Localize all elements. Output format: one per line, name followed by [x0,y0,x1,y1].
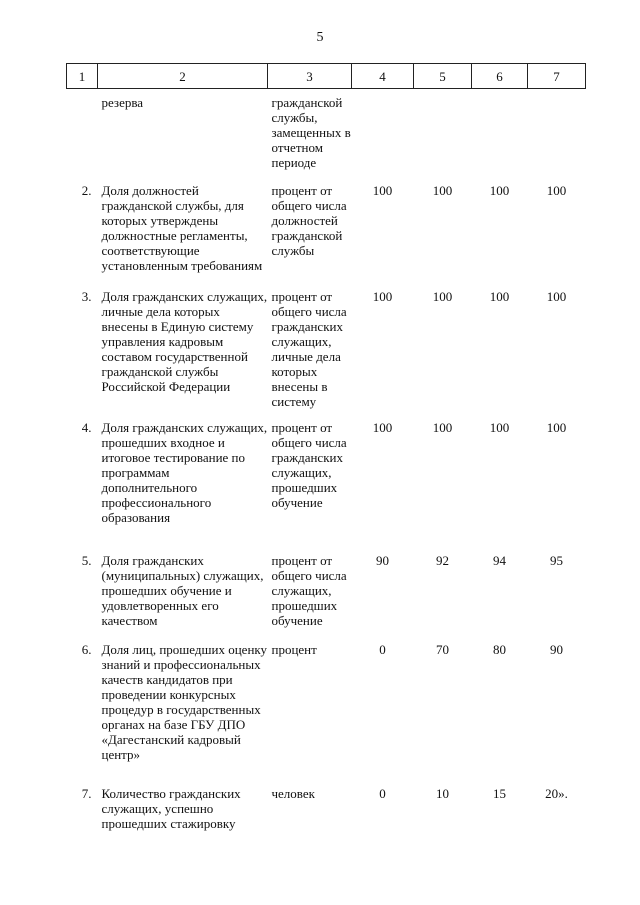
indicator-name: Доля гражданских служащих, прошедших входное и итоговое тестирование по программам дополнительного профессионального образования [101,420,268,525]
column-header-5: 5 [414,64,472,89]
value-col-6: 100 [489,289,510,304]
value-col-4: 100 [372,183,393,198]
table-row [67,278,586,409]
row-number: 2. [81,183,92,198]
value-col-7: 100 [546,289,567,304]
value-col-7: 95 [550,553,563,568]
unit-of-measure: процент от общего числа служащих, прошедших обучение [271,553,347,628]
row-number [67,89,98,171]
indicator-name: Доля гражданских служащих, личные дела которых внесены в Единую систему управления кадровым составом государственной гражданской службы Российской Федерации [101,289,268,394]
table-row [67,409,586,539]
value-col-7: 90 [550,642,563,657]
value-col-5: 92 [436,553,449,568]
value-col-4: 0 [379,786,386,801]
value-col-6: 15 [493,786,506,801]
value-col-5: 100 [432,420,453,435]
column-header-6: 6 [472,64,528,89]
page-number: 5 [316,30,324,45]
value-col-6 [472,89,528,171]
value-col-5: 100 [432,289,453,304]
value-col-6: 100 [489,183,510,198]
column-header-3: 3 [268,64,352,89]
indicator-name: резерва [101,95,144,110]
unit-of-measure: человек [271,786,315,801]
row-number: 6. [81,642,92,657]
value-col-5 [414,89,472,171]
row-number: 7. [81,786,92,801]
value-col-7 [528,89,586,171]
table-row [67,539,586,628]
unit-of-measure: процент от общего числа должностей гражданской службы [271,183,347,258]
column-header-4: 4 [352,64,414,89]
column-header-2: 2 [98,64,268,89]
unit-of-measure: гражданской службы, замещенных в отчетном периоде [271,95,351,170]
value-col-7: 100 [546,420,567,435]
indicator-name: Доля лиц, прошедших оценку знаний и профессиональных качеств кандидатов при проведении конкурсных процедур в государственных органах на базе ГБУ ДПО «Дагестанский кадровый центр» [101,642,268,762]
value-col-4: 100 [372,289,393,304]
value-col-5: 100 [432,183,453,198]
value-col-6: 80 [493,642,506,657]
indicator-name: Доля должностей гражданской службы, для которых утверждены должностные регламенты, соответствующие установленным требованиям [101,183,263,273]
value-col-7: 100 [546,183,567,198]
table-row [67,170,586,278]
row-number: 5. [81,553,92,568]
unit-of-measure: процент [271,642,317,657]
unit-of-measure: процент от общего числа гражданских служащих, прошедших обучение [271,420,347,510]
table-header-row [67,64,586,89]
table-row [67,628,586,772]
value-col-6: 100 [489,420,510,435]
row-number: 3. [81,289,92,304]
value-col-4: 100 [372,420,393,435]
table-row [67,89,586,171]
value-col-4: 90 [376,553,389,568]
value-col-4 [352,89,414,171]
value-col-5: 70 [436,642,449,657]
value-col-4: 0 [379,642,386,657]
table-row [67,772,586,836]
indicator-name: Доля гражданских (муниципальных) служащих, прошедших обучение и удовлетворенных его качеством [101,553,264,628]
row-number: 4. [81,420,92,435]
value-col-7: 20». [545,786,568,801]
column-header-1: 1 [67,64,98,89]
column-header-7: 7 [528,64,586,89]
indicator-name: Количество гражданских служащих, успешно прошедших стажировку [101,786,241,831]
indicators-table [66,63,586,836]
value-col-5: 10 [436,786,449,801]
value-col-6: 94 [493,553,506,568]
unit-of-measure: процент от общего числа гражданских служащих, личные дела которых внесены в систему [271,289,347,409]
